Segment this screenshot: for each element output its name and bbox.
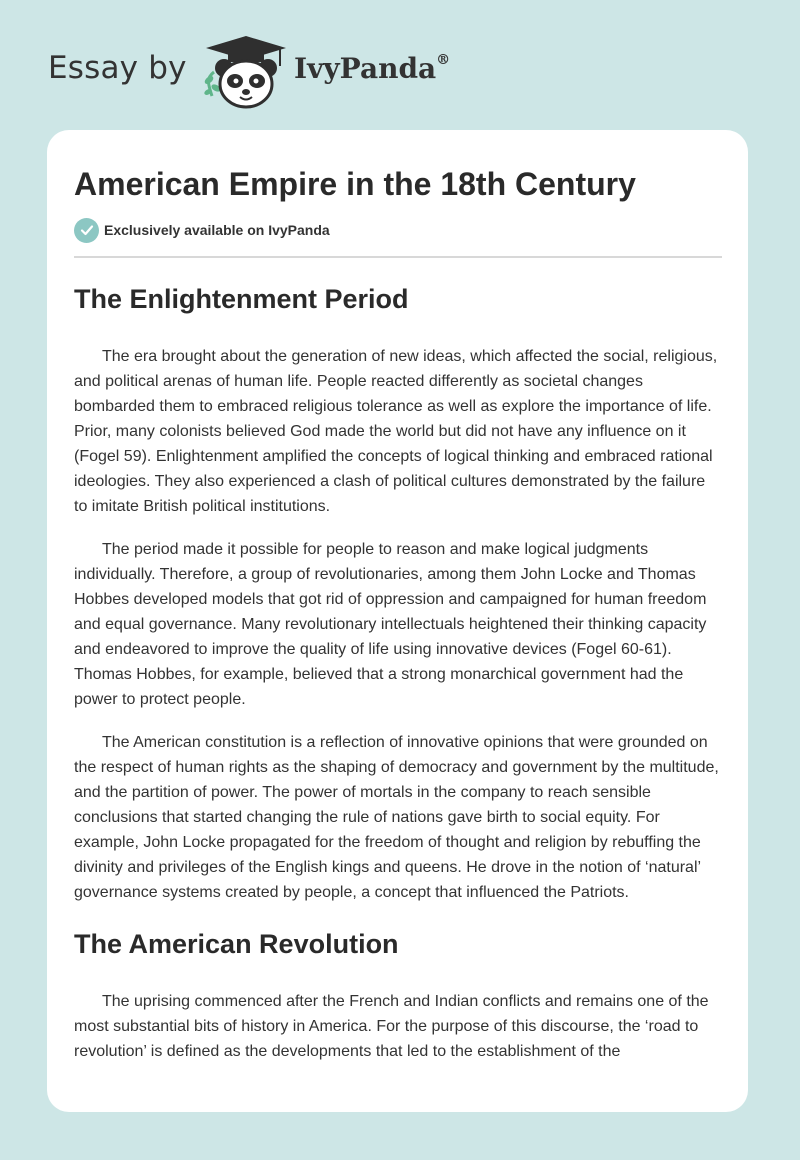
registered-mark: ® [436,51,451,68]
paragraph: The American constitution is a reflection of innovative opinions that were grounded on the respect of human rights as the shaping of democracy and government by the multitude, and the partition of power. The power of mortals in the company to reach sensible conclusions that started changing the rule of nations gave birth to social equity. For example, John Locke propagated for the freedom of thought and religion by rebuffing the divinity and privileges of the English kings and queens. He drove in the notion of ‘natural’ governance systems created by people, a concept that influenced the Patriots. [74,734,719,901]
brand-name-text: IvyPanda [294,52,437,85]
section-heading: The American Revolution [74,929,399,959]
essay-card [47,130,748,1112]
brand-prefix: Essay by [48,50,187,86]
paragraph: The period made it possible for people to reason and make logical judgments individually. Therefore, a group of revolutionaries, among them John Locke and Thomas Hobbes developed models that got rid of oppression and campaigned for human freedom and equal governance. Many revolutionary intellectuals heightened their thinking capacity and endeavored to improve the quality of life using innovative devices (Fogel 60-61). Thomas Hobbes, for example, believed that a strong monarchical government had the power to protect people. [74,541,707,708]
essay-title: American Empire in the 18th Century [74,166,636,202]
section-heading: The Enlightenment Period [74,284,409,314]
paragraph: The uprising commenced after the French and Indian conflicts and remains one of the most substantial bits of history in America. For the purpose of this discourse, the ‘road to revolution’ is defined as the developments that led to the establishment of the [74,993,709,1060]
brand-name[interactable] [294,52,450,85]
divider [74,256,722,258]
exclusive-badge [74,217,722,243]
badge-text: Exclusively available on IvyPanda [104,222,330,238]
site-header [0,0,800,130]
check-icon [74,218,99,243]
paragraph: The era brought about the generation of new ideas, which affected the social, religious, and political arenas of human life. People reacted differently as societal changes bombarded them to embraced religious tolerance as well as explore the importance of life. Prior, many colonists believed God made the world but did not have any influence on it (Fogel 59). Enlightenment amplified the concepts of logical thinking and embraced rational ideologies. They also experienced a clash of political cultures demonstrated by the failure to imitate British political institutions. [74,348,718,515]
panda-graduate-icon[interactable] [200,34,292,115]
